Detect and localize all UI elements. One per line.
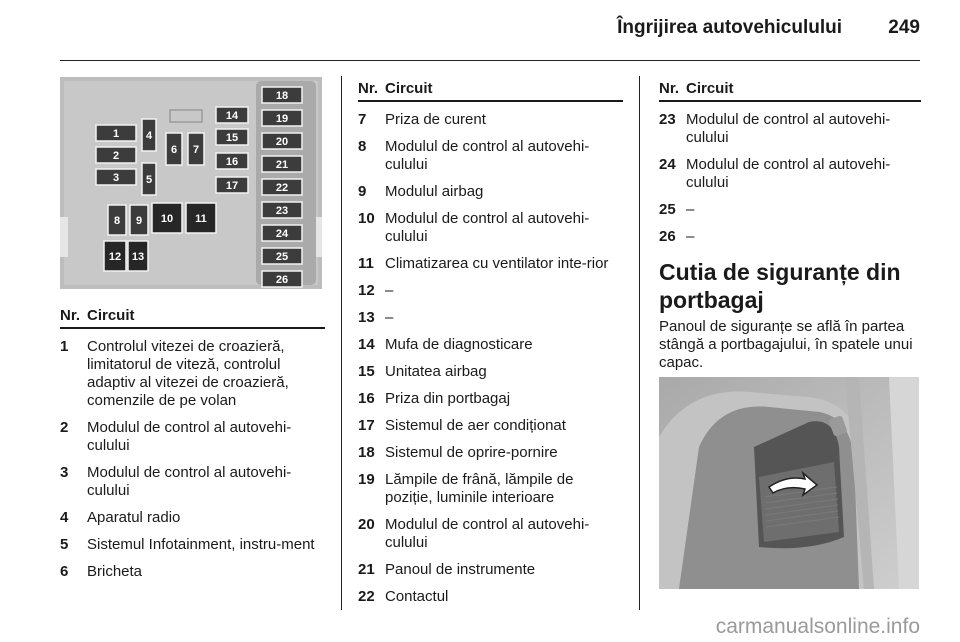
circuit-description: Contactul bbox=[385, 588, 449, 605]
circuit-description: Sistemul de oprire-pornire bbox=[385, 444, 558, 461]
fuse-label: 12 bbox=[108, 251, 122, 263]
circuit-description: Unitatea airbag bbox=[385, 363, 487, 380]
circuit-description: Sistemul Infotainment, instru-ment bbox=[87, 536, 315, 553]
table-row bbox=[60, 536, 325, 554]
fuse-label: 15 bbox=[225, 132, 239, 144]
table-row bbox=[358, 588, 623, 606]
fuse-number: 12 bbox=[358, 282, 375, 299]
fuse-label: 4 bbox=[145, 130, 153, 142]
table-row bbox=[358, 516, 623, 552]
fuse-number: 18 bbox=[358, 444, 375, 461]
column-header-circuit: Circuit bbox=[87, 307, 135, 324]
circuit-table-part-2 bbox=[358, 80, 623, 606]
table-header bbox=[659, 80, 921, 102]
fuse-number: 1 bbox=[60, 338, 69, 355]
fuse-number: 2 bbox=[60, 419, 69, 436]
fuse-label: 25 bbox=[275, 251, 289, 263]
watermark: carmanualsonline.info bbox=[715, 615, 920, 638]
header-divider bbox=[60, 60, 920, 61]
fuse-label: 5 bbox=[145, 174, 153, 186]
fuse-label: 3 bbox=[112, 172, 120, 184]
table-row bbox=[358, 138, 623, 174]
table-row bbox=[358, 309, 623, 327]
circuit-description: Modulul de control al autovehi-culului bbox=[87, 464, 292, 499]
table-header bbox=[358, 80, 623, 102]
fuse-label: 21 bbox=[275, 159, 289, 171]
fuse-slot bbox=[262, 110, 302, 126]
column-header-nr: Nr. bbox=[659, 80, 680, 97]
fuse-number: 24 bbox=[659, 156, 676, 173]
column-header-nr: Nr. bbox=[358, 80, 379, 97]
column-header-circuit: Circuit bbox=[686, 80, 734, 97]
fuse-number: 5 bbox=[60, 536, 69, 553]
circuit-description: Priza de curent bbox=[385, 111, 486, 128]
circuit-description: Priza din portbagaj bbox=[385, 390, 511, 407]
fuse-slot bbox=[142, 163, 156, 195]
fuse-label: 14 bbox=[225, 110, 239, 122]
circuit-description: Bricheta bbox=[87, 563, 143, 580]
fuse-number: 4 bbox=[60, 509, 69, 526]
fuse-label: 17 bbox=[225, 180, 239, 192]
circuit-description: Sistemul de aer condiționat bbox=[385, 417, 566, 434]
fuse-number: 21 bbox=[358, 561, 375, 578]
circuit-description: Lămpile de frână, lămpile de poziție, luminile interioare bbox=[385, 471, 574, 506]
fuse-slot bbox=[96, 147, 136, 163]
fuse-slot bbox=[216, 129, 248, 145]
circuit-description: Aparatul radio bbox=[87, 509, 181, 526]
fuse-number: 9 bbox=[358, 183, 367, 200]
fuse-label: 22 bbox=[275, 182, 289, 194]
fuse-slot bbox=[262, 271, 302, 287]
table-row bbox=[60, 419, 325, 455]
fuse-number: 8 bbox=[358, 138, 367, 155]
fuse-label: 1 bbox=[112, 128, 120, 140]
fuse-slot bbox=[262, 87, 302, 103]
fuse-slot bbox=[262, 248, 302, 264]
table-row bbox=[358, 183, 623, 201]
fuse-number: 7 bbox=[358, 111, 367, 128]
circuit-description: Modulul de control al autovehi-culului bbox=[385, 210, 590, 245]
fuse-label: 20 bbox=[275, 136, 289, 148]
section-paragraph: Panoul de siguranțe se află în partea stângă a portbagajului, în spatele unui capac. bbox=[659, 318, 913, 371]
circuit-description: Panoul de instrumente bbox=[385, 561, 536, 578]
fuse-label: 26 bbox=[275, 274, 289, 286]
fuse-number: 13 bbox=[358, 309, 375, 326]
table-row bbox=[60, 464, 325, 500]
circuit-description: Climatizarea cu ventilator inte-rior bbox=[385, 255, 609, 272]
table-row bbox=[358, 255, 623, 273]
fuse-label: 23 bbox=[275, 205, 289, 217]
table-row bbox=[659, 111, 921, 147]
table-row bbox=[60, 509, 325, 527]
fuse-slot bbox=[142, 119, 156, 151]
table-header bbox=[60, 307, 325, 329]
fuse-label: 2 bbox=[112, 150, 120, 162]
fuse-number: 14 bbox=[358, 336, 375, 353]
circuit-description: – bbox=[686, 228, 695, 245]
circuit-description: Modulul de control al autovehi-culului bbox=[385, 516, 590, 551]
table-row bbox=[659, 228, 921, 246]
circuit-description: Mufa de diagnosticare bbox=[385, 336, 533, 353]
fuse-slot bbox=[130, 205, 148, 235]
fuse-number: 19 bbox=[358, 471, 375, 488]
fuse-number: 23 bbox=[659, 111, 676, 128]
table-row bbox=[358, 210, 623, 246]
column-divider bbox=[639, 76, 640, 610]
fuse-number: 11 bbox=[358, 255, 374, 272]
table-row bbox=[358, 111, 623, 129]
column-header-nr: Nr. bbox=[60, 307, 81, 324]
page-number: 249 bbox=[888, 17, 920, 38]
circuit-description: – bbox=[385, 282, 394, 299]
table-row bbox=[358, 390, 623, 408]
trunk-fuse-cover-photo bbox=[659, 377, 919, 589]
fuse-number: 20 bbox=[358, 516, 375, 533]
fuse-number: 25 bbox=[659, 201, 676, 218]
fuse-number: 26 bbox=[659, 228, 676, 245]
fuse-number: 22 bbox=[358, 588, 375, 605]
column-header-circuit: Circuit bbox=[385, 80, 433, 97]
fuse-label: 18 bbox=[275, 90, 289, 102]
column-divider bbox=[341, 76, 342, 610]
circuit-description: Modulul de control al autovehi-culului bbox=[385, 138, 590, 173]
fuse-slot bbox=[96, 125, 136, 141]
circuit-description: Modulul de control al autovehi-culului bbox=[686, 111, 891, 146]
fuse-slot bbox=[216, 107, 248, 123]
circuit-description: Modulul de control al autovehi-culului bbox=[87, 419, 292, 454]
table-row bbox=[358, 282, 623, 300]
fuse-label: 8 bbox=[113, 215, 121, 227]
table-row bbox=[659, 156, 921, 192]
fuse-slot bbox=[262, 202, 302, 218]
circuit-table-part-1 bbox=[60, 307, 325, 581]
fuse-number: 16 bbox=[358, 390, 375, 407]
circuit-description: Modulul airbag bbox=[385, 183, 484, 200]
fuse-number: 3 bbox=[60, 464, 69, 481]
fuse-number: 6 bbox=[60, 563, 69, 580]
table-row bbox=[358, 561, 623, 579]
fuse-label: 13 bbox=[131, 251, 145, 263]
fuse-slot bbox=[188, 133, 204, 165]
table-row bbox=[60, 563, 325, 581]
table-row bbox=[659, 201, 921, 219]
fuse-number: 15 bbox=[358, 363, 375, 380]
fuse-label: 6 bbox=[170, 144, 178, 156]
fuse-slot bbox=[262, 179, 302, 195]
table-row bbox=[358, 363, 623, 381]
fuse-slot bbox=[108, 205, 126, 235]
fuse-slot bbox=[166, 133, 182, 165]
fuse-label: 10 bbox=[160, 213, 174, 225]
fuse-label: 9 bbox=[135, 215, 143, 227]
fuse-slot bbox=[104, 241, 126, 271]
fuse-label: 7 bbox=[192, 144, 200, 156]
table-row bbox=[358, 417, 623, 435]
circuit-description: Modulul de control al autovehi-culului bbox=[686, 156, 891, 191]
fuse-slot bbox=[186, 203, 216, 233]
fuse-slot bbox=[152, 203, 182, 233]
fuse-label: 16 bbox=[225, 156, 239, 168]
fuse-number: 17 bbox=[358, 417, 375, 434]
table-row bbox=[358, 444, 623, 462]
circuit-description: Controlul vitezei de croazieră, limitatorul de viteză, controlul adaptiv al vitezei de croazieră, comenzile de pe volan bbox=[87, 338, 289, 409]
table-row bbox=[358, 471, 623, 507]
fuse-slot bbox=[128, 241, 148, 271]
circuit-description: – bbox=[686, 201, 695, 218]
fuse-slot bbox=[262, 225, 302, 241]
section-heading: Cutia de siguranțe din portbagaj bbox=[659, 259, 901, 313]
fuse-label: 11 bbox=[195, 213, 207, 225]
fuse-slot bbox=[216, 177, 248, 193]
circuit-description: – bbox=[385, 309, 394, 326]
table-row bbox=[358, 336, 623, 354]
fuse-slot bbox=[96, 169, 136, 185]
fuse-slot bbox=[262, 156, 302, 172]
fuse-number: 10 bbox=[358, 210, 375, 227]
fuse-slot bbox=[262, 133, 302, 149]
fuse-label: 19 bbox=[275, 113, 289, 125]
fuse-label: 24 bbox=[275, 228, 289, 240]
fuse-slot bbox=[216, 153, 248, 169]
fuse-box-diagram bbox=[60, 77, 322, 289]
chapter-title: Îngrijirea autovehiculului bbox=[617, 17, 842, 38]
circuit-table-part-3 bbox=[659, 80, 921, 246]
table-row bbox=[60, 338, 325, 410]
